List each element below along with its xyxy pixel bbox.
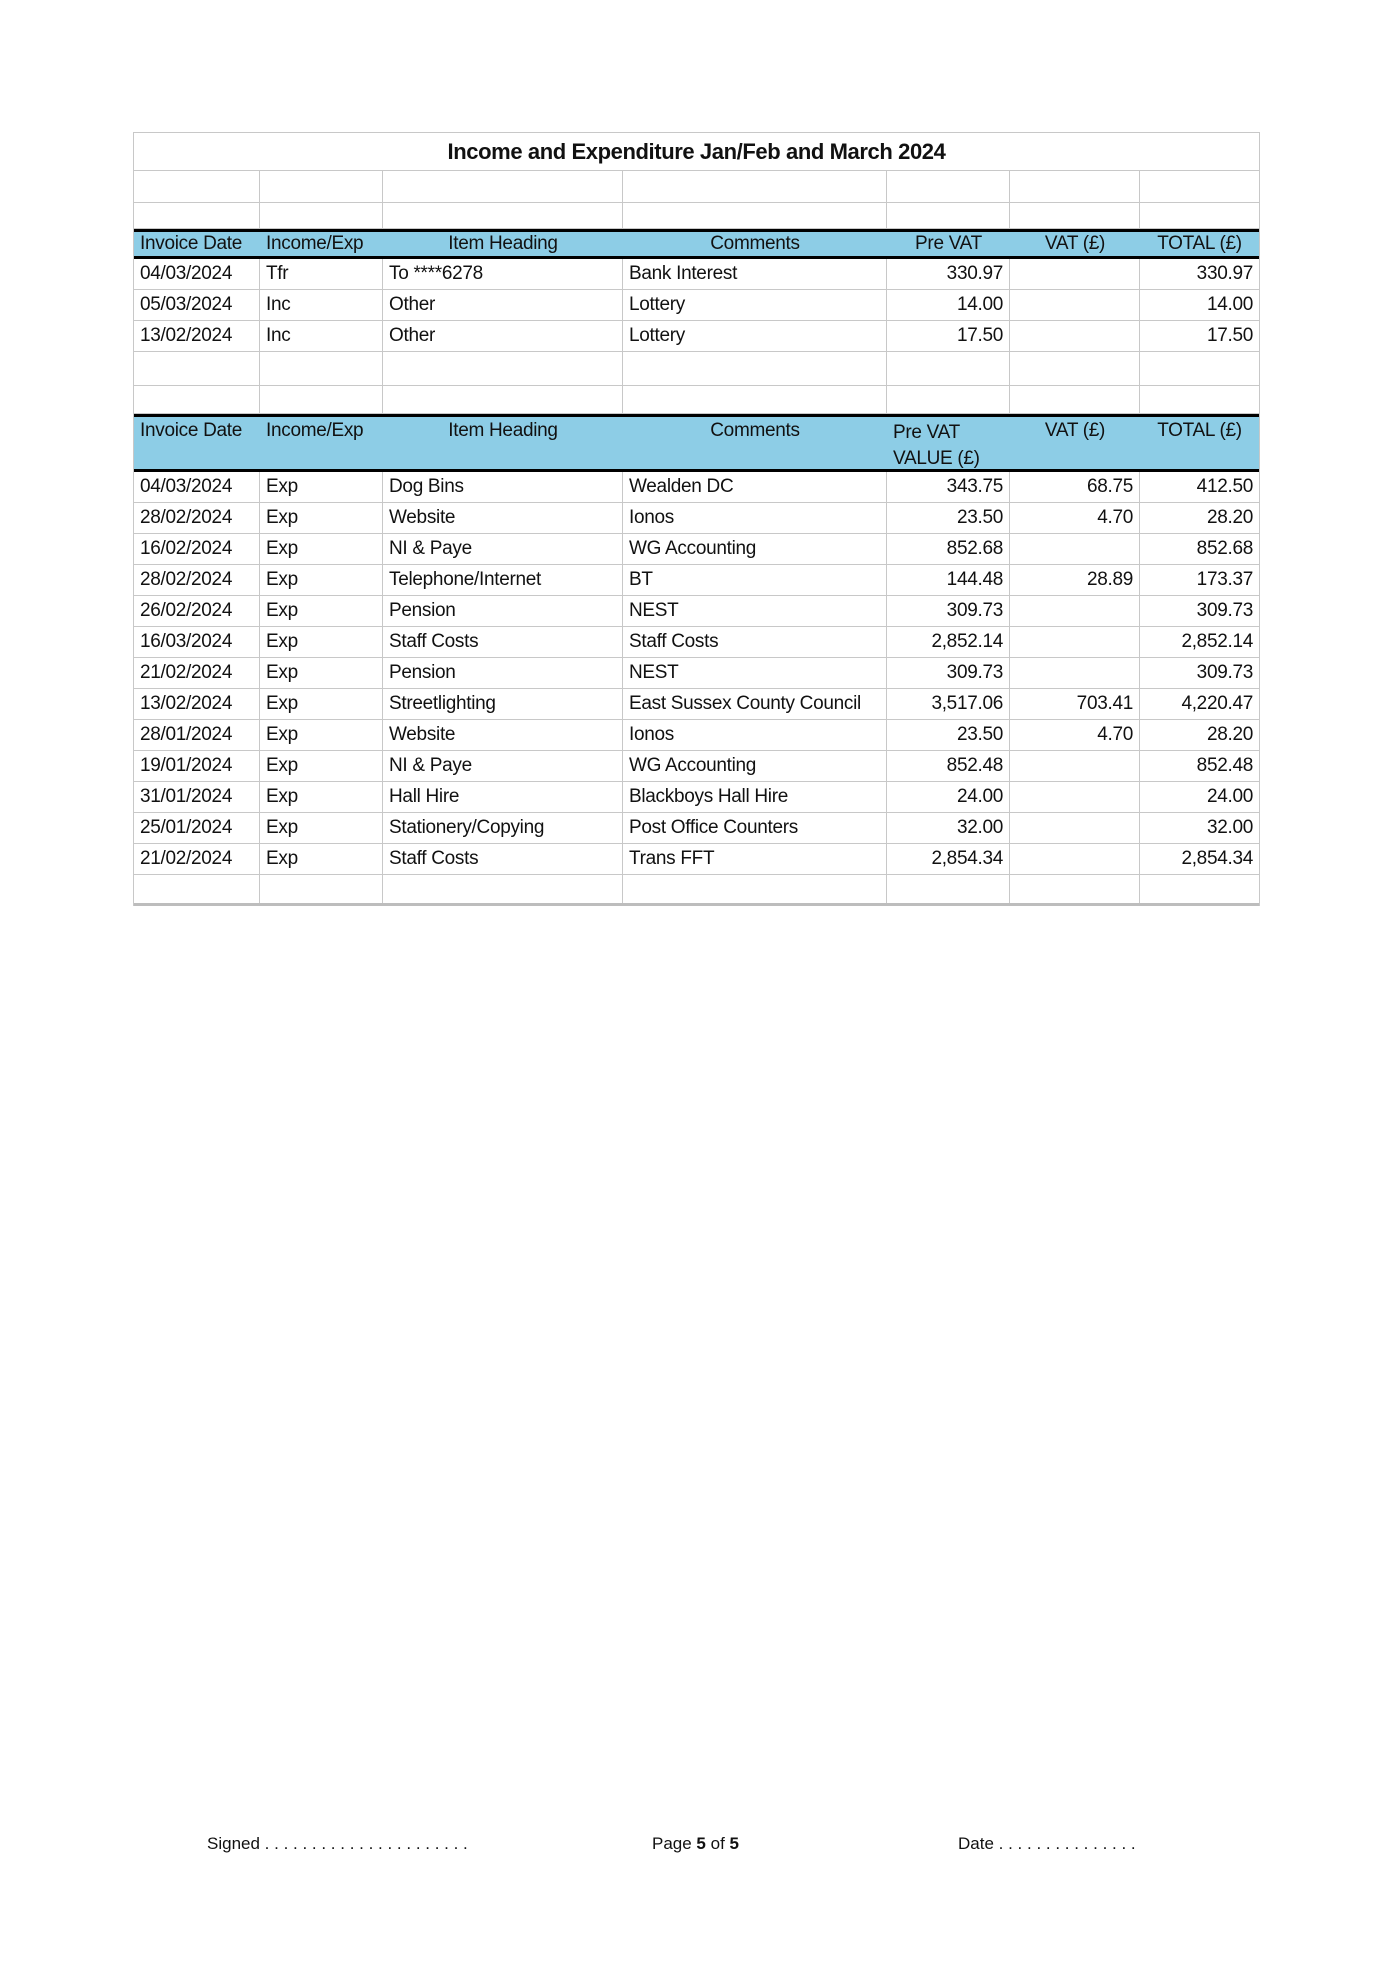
table-cell: Exp: [260, 844, 383, 874]
table-cell: 852.48: [887, 751, 1010, 781]
table-cell: 68.75: [1010, 472, 1140, 502]
table-cell: Stationery/Copying: [383, 813, 623, 843]
table-cell: Staff Costs: [383, 844, 623, 874]
empty-cell: [1140, 171, 1259, 202]
empty-cell: [1010, 875, 1140, 903]
table-cell: Lottery: [623, 290, 887, 320]
empty-cell: [887, 203, 1010, 228]
table-row: [134, 813, 1259, 844]
empty-cell: [623, 352, 887, 385]
table-cell: 17.50: [887, 321, 1010, 351]
table-row: [134, 596, 1259, 627]
empty-cell: [260, 352, 383, 385]
empty-cell: [134, 171, 260, 202]
value-line: VALUE (£): [893, 448, 980, 469]
column-header-invoice-date: Invoice Date: [140, 233, 243, 254]
table-cell: 28/02/2024: [134, 565, 260, 595]
table-cell: 330.97: [1196, 263, 1253, 284]
table-row: [134, 782, 1259, 813]
table-cell: 21/02/2024: [134, 658, 260, 688]
table-cell: 19/01/2024: [134, 751, 260, 781]
table-cell: WG Accounting: [623, 534, 887, 564]
table-cell: Website: [383, 720, 623, 750]
table-cell: 144.48: [887, 565, 1010, 595]
table-cell: 32.00: [887, 813, 1010, 843]
table-cell: [1010, 627, 1140, 657]
table-cell: Exp: [260, 782, 383, 812]
empty-cell: [1010, 203, 1140, 228]
table-cell: Exp: [260, 472, 383, 502]
empty-cell: [1010, 352, 1140, 385]
table-cell: To ****6278: [383, 259, 623, 289]
table-row: [134, 844, 1259, 875]
empty-row: [134, 352, 1259, 386]
table-cell: Post Office Counters: [623, 813, 887, 843]
title-row: [134, 133, 1259, 171]
table-row: [134, 503, 1259, 534]
empty-cell: [1140, 386, 1259, 413]
table-cell: 31/01/2024: [134, 782, 260, 812]
table-row: [134, 658, 1259, 689]
table-cell: [1010, 782, 1140, 812]
table-cell: Hall Hire: [383, 782, 623, 812]
income-expenditure-sheet: [133, 132, 1260, 906]
column-header-vat: VAT (£): [1044, 420, 1106, 441]
date-line: [958, 1834, 1136, 1854]
table-cell: NEST: [623, 658, 887, 688]
empty-cell: [260, 171, 383, 202]
empty-cell: [134, 352, 260, 385]
table-cell: 04/03/2024: [134, 472, 260, 502]
table-row: [134, 689, 1259, 720]
empty-row: [134, 203, 1259, 229]
table-cell: [1010, 813, 1140, 843]
page-current: 5: [696, 1834, 706, 1853]
empty-cell: [134, 875, 260, 903]
table-cell: Inc: [260, 290, 383, 320]
table-row: [134, 472, 1259, 503]
table-cell: Dog Bins: [383, 472, 623, 502]
empty-cell: [887, 171, 1010, 202]
table-cell: NI & Paye: [383, 534, 623, 564]
table-cell: East Sussex County Council: [623, 689, 887, 719]
table-cell: Exp: [260, 534, 383, 564]
table-row: [134, 321, 1259, 352]
empty-cell: [260, 875, 383, 903]
table-cell: Exp: [260, 596, 383, 626]
table-cell: [1010, 751, 1140, 781]
table-cell: Trans FFT: [623, 844, 887, 874]
column-header-comments: Comments: [710, 420, 800, 441]
empty-cell: [623, 386, 887, 413]
table-cell: Bank Interest: [623, 259, 887, 289]
page-title: Income and Expenditure Jan/Feb and March 2024: [447, 138, 946, 164]
table-cell: NI & Paye: [383, 751, 623, 781]
table-cell: 28.20: [1206, 507, 1253, 528]
empty-cell: [623, 203, 887, 228]
table-cell: Lottery: [623, 321, 887, 351]
table-cell: 16/03/2024: [134, 627, 260, 657]
table-cell: 2,852.14: [887, 627, 1010, 657]
table-cell: 24.00: [887, 782, 1010, 812]
empty-cell: [383, 352, 623, 385]
table-cell: Pension: [383, 658, 623, 688]
empty-row: [134, 875, 1259, 906]
table-cell: 2,854.34: [887, 844, 1010, 874]
column-header-item-heading: Item Heading: [448, 233, 558, 254]
table-cell: 13/02/2024: [134, 321, 260, 351]
table-cell: Staff Costs: [383, 627, 623, 657]
table-cell: [1010, 596, 1140, 626]
table-cell: NEST: [623, 596, 887, 626]
table-cell: 28.89: [1010, 565, 1140, 595]
table-cell: 412.50: [1196, 476, 1253, 497]
empty-cell: [623, 875, 887, 903]
table-cell: Blackboys Hall Hire: [623, 782, 887, 812]
table-row: [134, 720, 1259, 751]
table-cell: 309.73: [887, 658, 1010, 688]
table-cell: 852.48: [1196, 755, 1253, 776]
table-cell: Pension: [383, 596, 623, 626]
table-row: [134, 751, 1259, 782]
page-word: Page: [651, 1834, 692, 1853]
table-cell: 23.50: [887, 720, 1010, 750]
table-cell: Exp: [260, 720, 383, 750]
empty-cell: [887, 352, 1010, 385]
table-row: [134, 290, 1259, 321]
table-cell: [1010, 259, 1140, 289]
column-header-pre-vat-value: [887, 417, 1010, 469]
column-header-pre-vat: Pre VAT: [915, 233, 982, 254]
empty-row: [134, 171, 1259, 203]
table-cell: 2,852.14: [1181, 631, 1253, 652]
empty-cell: [1140, 352, 1259, 385]
table-cell: 2,854.34: [1181, 848, 1253, 869]
empty-cell: [1010, 386, 1140, 413]
table-cell: 14.00: [1206, 294, 1253, 315]
signed-dots: . . . . . . . . . . . . . . . . . . . . . .: [264, 1834, 468, 1853]
table-cell: [1010, 658, 1140, 688]
table-cell: Telephone/Internet: [383, 565, 623, 595]
expenditure-table-header: [134, 414, 1259, 472]
table-cell: Streetlighting: [383, 689, 623, 719]
table-row: [134, 565, 1259, 596]
empty-cell: [1140, 203, 1259, 228]
table-row: [134, 534, 1259, 565]
table-cell: [1010, 844, 1140, 874]
table-cell: Exp: [260, 689, 383, 719]
column-header-vat: VAT (£): [1044, 233, 1106, 254]
table-cell: 25/01/2024: [134, 813, 260, 843]
table-cell: 3,517.06: [887, 689, 1010, 719]
table-row: [134, 259, 1259, 290]
table-cell: 703.41: [1010, 689, 1140, 719]
table-cell: Exp: [260, 565, 383, 595]
empty-cell: [887, 386, 1010, 413]
table-cell: 309.73: [1196, 600, 1253, 621]
expenditure-table-body: [134, 472, 1259, 875]
column-header-comments: Comments: [710, 233, 800, 254]
table-cell: 4.70: [1010, 503, 1140, 533]
empty-cell: [383, 171, 623, 202]
empty-cell: [260, 386, 383, 413]
table-cell: 852.68: [887, 534, 1010, 564]
table-cell: BT: [623, 565, 887, 595]
table-cell: 16/02/2024: [134, 534, 260, 564]
table-cell: [1010, 534, 1140, 564]
table-cell: 13/02/2024: [134, 689, 260, 719]
table-cell: Other: [383, 290, 623, 320]
pre-vat-line: Pre VAT: [893, 422, 960, 443]
table-cell: 28/01/2024: [134, 720, 260, 750]
table-cell: Exp: [260, 627, 383, 657]
table-cell: Inc: [260, 321, 383, 351]
empty-cell: [383, 875, 623, 903]
table-cell: 23.50: [887, 503, 1010, 533]
table-cell: Staff Costs: [623, 627, 887, 657]
table-cell: Exp: [260, 751, 383, 781]
date-label: Date: [958, 1834, 994, 1853]
table-cell: 4.70: [1010, 720, 1140, 750]
empty-cell: [260, 203, 383, 228]
table-cell: 32.00: [1206, 817, 1253, 838]
empty-cell: [1010, 171, 1140, 202]
empty-cell: [383, 386, 623, 413]
column-header-total: TOTAL (£): [1157, 420, 1242, 441]
empty-cell: [887, 875, 1010, 903]
table-cell: 26/02/2024: [134, 596, 260, 626]
table-cell: 330.97: [887, 259, 1010, 289]
empty-cell: [134, 386, 260, 413]
income-table-header: [134, 229, 1259, 259]
of-word: of: [710, 1834, 725, 1853]
table-cell: 309.73: [1196, 662, 1253, 683]
page-footer: [0, 1834, 1389, 1858]
table-cell: Other: [383, 321, 623, 351]
table-cell: 309.73: [887, 596, 1010, 626]
table-cell: Tfr: [260, 259, 383, 289]
table-cell: 852.68: [1196, 538, 1253, 559]
table-cell: WG Accounting: [623, 751, 887, 781]
table-cell: 28.20: [1206, 724, 1253, 745]
empty-row: [134, 386, 1259, 414]
income-table-body: [134, 259, 1259, 352]
table-cell: Ionos: [623, 720, 887, 750]
table-cell: Exp: [260, 503, 383, 533]
empty-cell: [134, 203, 260, 228]
empty-cell: [623, 171, 887, 202]
column-header-income-exp: Income/Exp: [266, 233, 364, 254]
table-cell: [1010, 321, 1140, 351]
column-header-item-heading: Item Heading: [448, 420, 558, 441]
date-dots: . . . . . . . . . . . . . . .: [998, 1834, 1136, 1853]
table-cell: [1010, 290, 1140, 320]
table-cell: 04/03/2024: [134, 259, 260, 289]
table-cell: 173.37: [1196, 569, 1253, 590]
table-cell: 21/02/2024: [134, 844, 260, 874]
column-header-income-exp: Income/Exp: [266, 420, 364, 441]
table-cell: Exp: [260, 658, 383, 688]
signed-label: Signed: [207, 1834, 260, 1853]
table-cell: 28/02/2024: [134, 503, 260, 533]
column-header-invoice-date: Invoice Date: [140, 420, 243, 441]
table-cell: Ionos: [623, 503, 887, 533]
table-cell: Exp: [260, 813, 383, 843]
empty-cell: [1140, 875, 1259, 903]
page-total: 5: [729, 1834, 740, 1853]
table-cell: Wealden DC: [623, 472, 887, 502]
table-cell: 24.00: [1206, 786, 1253, 807]
table-cell: 343.75: [887, 472, 1010, 502]
table-cell: Website: [383, 503, 623, 533]
empty-cell: [383, 203, 623, 228]
table-cell: 05/03/2024: [134, 290, 260, 320]
column-header-total: TOTAL (£): [1157, 233, 1242, 254]
table-cell: 4,220.47: [1181, 693, 1253, 714]
table-row: [134, 627, 1259, 658]
table-cell: 14.00: [887, 290, 1010, 320]
table-cell: 17.50: [1206, 325, 1253, 346]
